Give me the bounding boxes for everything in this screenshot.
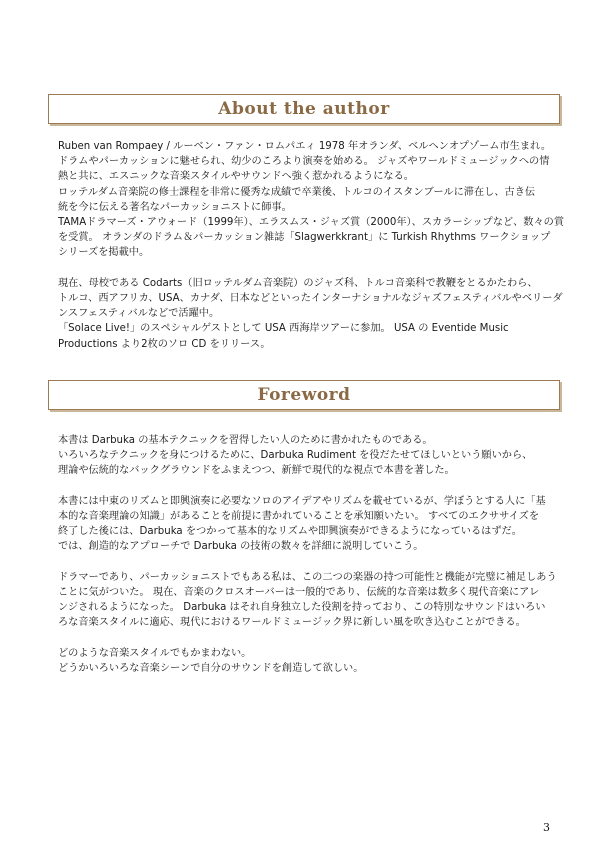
about-heading-box: [48, 94, 560, 124]
text-line: ドラマーであり、パーカッショニストでもある私は、この二つの楽器の持つ可能性と機能が完璧に補足しあう: [58, 571, 557, 583]
foreword-paragraph-2: [58, 494, 558, 555]
text-line: 現在、母校である Codarts（旧ロッテルダム音楽院）のジャズ科、トルコ音楽科で教鞭をとるかたわら、: [58, 277, 538, 289]
text-line: どのような音楽スタイルでもかまわない。: [58, 647, 252, 659]
text-line: 本書は Darbuka の基本テクニックを習得したい人のために書かれたものである。: [58, 435, 433, 446]
foreword-paragraph-1: [58, 433, 558, 479]
foreword-text: [58, 433, 558, 676]
page-number: 3: [543, 821, 550, 834]
text-line: ンスフェスティバルなどで活躍中。: [58, 308, 220, 320]
foreword-heading: Foreword: [257, 385, 351, 405]
text-line: ロッテルダム音楽院の修士課程を非常に優秀な成績で卒業後、トルコのイスタンブールに滞在し、古き伝: [58, 186, 536, 198]
foreword-paragraph-4: [58, 646, 558, 676]
text-line: 理論や伝統的なバックグラウンドをふまえつつ、新鮮で現代的な視点で本書を著した。: [58, 465, 455, 477]
text-line: ドラムやパーカッションに魅せられ、幼少のころより演奏を始める。 ジャズやワールドミュージックへの情: [58, 156, 550, 168]
about-paragraph-2: [58, 276, 563, 352]
text-line: ことに気がついた。 現在、音楽のクロスオーバーは一般的であり、伝統的な音楽は数多く現代音楽にアレ: [58, 587, 540, 598]
text-line: トルコ、西アフリカ、USA、カナダ、日本などといったインターナショナルなジャズフェスティバルやベリーダ: [58, 293, 563, 305]
text-line: Ruben van Rompaey / ルーベン・ファン・ロムパエィ 1978 年オランダ、ベルヘンオプゾーム市生まれ。: [58, 141, 552, 152]
text-line: 終了した後には、Darbuka をつかって基本的なリズムや即興演奏ができるようになっているはずだ。: [58, 526, 522, 538]
text-line: いろいろなテクニックを身につけるために、Darbuka Rudiment を役だたせてほしいという願いから、: [58, 450, 533, 462]
text-line: 本書には中東のリズムと即興演奏に必要なソロのアイデアやリズムを載せているが、学ぼうとする人に「基: [58, 495, 546, 507]
text-line: どうかいろいろな音楽シーンで自分のサウンドを創造して欲しい。: [58, 663, 364, 674]
foreword-paragraph-3: [58, 570, 558, 631]
foreword-heading-box: [48, 380, 560, 410]
text-line: 統を今に伝える著名なパーカッショニストに師事。: [58, 201, 292, 213]
text-line: 熱と共に、エスニックな音楽スタイルやサウンドへ強く惹かれるようになる。: [58, 171, 414, 183]
text-line: シリーズを掲載中。: [58, 247, 150, 259]
about-text: [58, 139, 565, 352]
text-line: を受賞。 オランダのドラム＆パーカッション雑誌「Slagwerkkrant」に Turkish Rhythms ワークショップ: [58, 232, 551, 244]
about-paragraph-1: [58, 139, 565, 261]
about-heading: About the author: [218, 99, 390, 119]
text-line: では、創造的なアプローチで Darbuka の技術の数々を詳細に説明していこう。: [58, 541, 424, 553]
text-line: ろな音楽スタイルに適応、現代におけるワールドミュージック界に新しい風を吹き込むことができる。: [58, 617, 526, 629]
text-line: 「Solace Live!」のスペシャルゲストとして USA 西海岸ツアーに参加。 USA の Eventide Music: [58, 323, 509, 335]
text-line: Productions より2枚のソロ CD をリリース。: [58, 338, 271, 350]
text-line: 本的な音楽理論の知識」があることを前提に書かれていることを承知願いたい。 すべてのエクササイズを: [58, 511, 540, 522]
text-line: ンジされるようになった。 Darbuka はそれ自身独立した役割を持っており、この特別なサウンドはいろい: [58, 602, 546, 614]
text-line: TAMAドラマーズ・アウォード（1999年）、エラスムス・ジャズ賞（2000年）、スカラーシップなど、数々の賞: [58, 217, 565, 229]
